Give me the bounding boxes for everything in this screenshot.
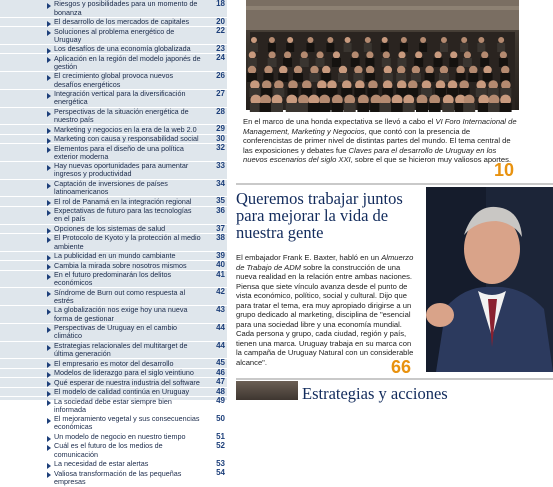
toc-item-title: Un modelo de negocio en nuestro tiempo — [54, 431, 186, 441]
toc-item-title: Expectativas de futuro para las tecnologías en el país — [54, 206, 192, 224]
toc-item-page: 46 — [216, 367, 225, 377]
toc-item[interactable] — [0, 324, 227, 342]
toc-item-title: Riesgos y posibilidades para un momento de bonanza — [54, 0, 198, 17]
baxter-text-1: El embajador Frank E. Baxter, habló en un — [236, 253, 382, 262]
toc-item-page: 42 — [216, 287, 225, 297]
toc-item-title: Perspectivas de la situación energética de nuestro país — [54, 106, 189, 125]
audience-head — [333, 51, 340, 58]
toc-item-title: Cambia la mirada sobre nosotros mismos — [54, 260, 187, 270]
audience-body — [381, 43, 389, 52]
audience-head — [434, 51, 441, 58]
toc-item[interactable] — [0, 234, 227, 252]
toc-item-title: Síndrome de Burn out como respuesta al estrés — [54, 287, 186, 305]
audience-head — [383, 51, 390, 58]
toc-item-title: Captación de inversiones de países latinoamericanos — [54, 178, 168, 197]
toc-item[interactable] — [0, 288, 227, 306]
toc-item-title: El crecimiento global provoca nuevos desafíos energéticos — [54, 71, 174, 89]
audience-body — [248, 58, 257, 67]
toc-item[interactable] — [0, 369, 227, 379]
audience-body — [477, 43, 485, 52]
audience-body — [419, 43, 427, 52]
toc-item-title: El desarrollo de los mercados de capitales — [54, 17, 190, 26]
audience-body — [316, 58, 325, 67]
audience-body — [268, 58, 277, 67]
audience-head — [450, 51, 457, 58]
audience-body — [483, 73, 493, 82]
forum-text-3: , sobre el que se hicieron muy valiosos aportes. — [350, 155, 512, 164]
audience-body — [357, 103, 369, 112]
audience-body — [319, 103, 331, 112]
audience-body — [440, 43, 448, 52]
audience-body — [332, 58, 341, 67]
audience-body — [344, 43, 352, 52]
audience-body — [283, 58, 292, 67]
toc-item-page: 33 — [216, 160, 225, 170]
audience-body — [442, 103, 454, 112]
toc-item-title: Valiosa transformación de las pequeñas empresas — [54, 468, 182, 486]
audience-head — [440, 66, 448, 74]
toc-item[interactable] — [0, 469, 227, 487]
toc-item-title: En el futuro predominarán los delitos económicos — [54, 270, 172, 288]
audience-head — [301, 51, 308, 58]
toc-item-title: Qué esperar de nuestra industria del software — [54, 377, 200, 387]
toc-item[interactable] — [0, 45, 227, 55]
toc-item[interactable] — [0, 162, 227, 180]
table-of-contents — [0, 0, 227, 486]
baxter-portrait-photo — [426, 187, 553, 372]
toc-item-page: 20 — [216, 16, 225, 26]
toc-item-page: 50 — [216, 413, 225, 423]
audience-head — [425, 66, 433, 74]
audience-body — [463, 58, 472, 67]
toc-item-title: La globalización nos exige hoy una nueva forma de gestionar — [54, 305, 188, 323]
audience-head — [354, 66, 362, 74]
toc-item-page: 48 — [216, 386, 225, 396]
audience-body — [308, 103, 320, 112]
audience-head — [327, 37, 333, 43]
toc-item[interactable] — [0, 415, 227, 433]
audience-body — [480, 58, 489, 67]
audience-body — [468, 73, 478, 82]
toc-item-page: 22 — [216, 26, 225, 36]
audience-head — [415, 51, 422, 58]
toc-item-page: 51 — [216, 431, 225, 441]
toc-item-title: Soluciones al problema energético de Uruguay — [54, 26, 175, 44]
next-article-heading[interactable]: Estrategias y acciones — [302, 384, 448, 403]
portrait-illustration — [426, 187, 553, 372]
toc-item-page: 44 — [216, 322, 225, 332]
audience-head — [287, 37, 293, 43]
audience-body — [488, 103, 500, 112]
toc-item[interactable] — [0, 27, 227, 45]
toc-item-page: 23 — [216, 43, 225, 53]
toc-item-title: Cuál es el futuro de los medios de comunicación — [54, 441, 163, 459]
toc-item[interactable] — [0, 108, 227, 126]
audience-head — [501, 66, 509, 74]
audience-body — [286, 103, 298, 112]
audience-head — [366, 51, 373, 58]
audience-head — [469, 66, 477, 74]
toc-item-title: Marketing y negocios en la era de la web 2.0 — [54, 124, 197, 134]
toc-item[interactable] — [0, 90, 227, 108]
audience-head — [398, 51, 405, 58]
audience-head — [249, 51, 256, 58]
audience-head — [382, 37, 388, 43]
toc-item[interactable] — [0, 135, 227, 145]
toc-item[interactable] — [0, 271, 227, 289]
audience-head — [478, 37, 484, 43]
baxter-article-text — [236, 253, 418, 367]
audience-body — [271, 103, 283, 112]
audience-head — [269, 37, 275, 43]
audience-body — [365, 58, 374, 67]
toc-item[interactable] — [0, 207, 227, 225]
toc-item-page: 36 — [216, 205, 225, 215]
toc-item-title: Aplicación en la región del modelo japonés de gestión — [54, 53, 201, 71]
audience-body — [499, 58, 508, 67]
audience-body — [364, 43, 372, 52]
toc-item-title: Elementos para el diseño de una política exterior moderna — [54, 143, 184, 161]
audience-head — [307, 37, 313, 43]
audience-body — [298, 103, 310, 112]
toc-item-title: Marketing con causa y responsabilidad social — [54, 134, 199, 144]
toc-item-title: El mejoramiento vegetal y sus consecuencias económicas — [54, 414, 200, 432]
toc-item[interactable] — [0, 18, 227, 28]
toc-item[interactable] — [0, 442, 227, 460]
audience-body — [429, 103, 441, 112]
toc-item-title: El Protocolo de Kyoto y la protección al medio ambiente — [54, 233, 201, 251]
audience-body — [463, 103, 475, 112]
right-column — [236, 0, 553, 403]
toc-item-page: 45 — [216, 358, 225, 368]
toc-item-page: 43 — [216, 305, 225, 315]
toc-item-page: 28 — [216, 106, 225, 116]
toc-item-title: El rol de Panamá en la integración regional — [54, 196, 192, 206]
toc-item-title: Perspectivas de Uruguay en el cambio climático — [54, 323, 178, 341]
toc-item[interactable] — [0, 388, 227, 398]
baxter-article-heading[interactable]: Queremos trabajar juntos para mejorar la vida de nuestra gente — [236, 189, 403, 242]
toc-item-title: El empresario es motor del desarrollo — [54, 358, 174, 368]
toc-item-page: 49 — [216, 396, 225, 406]
audience-head — [498, 37, 504, 43]
audience-head — [310, 66, 318, 74]
audience-body — [460, 43, 468, 52]
toc-item[interactable] — [0, 397, 227, 415]
toc-item[interactable] — [0, 306, 227, 324]
audience-body — [300, 58, 309, 67]
audience-body — [398, 58, 407, 67]
audience-body — [326, 43, 334, 52]
toc-item-page: 38 — [216, 233, 225, 243]
audience-head — [294, 66, 302, 74]
audience-head — [441, 37, 447, 43]
audience-head — [366, 66, 374, 74]
toc-item-title: Integración vertical para la diversificación energética — [54, 89, 186, 107]
audience-head — [339, 66, 347, 74]
audience-body — [500, 103, 512, 112]
toc-item-page: 52 — [216, 441, 225, 451]
toc-item-page: 18 — [216, 0, 225, 8]
forum-event-name: VI Foro Internacional de Management, Marketing y Negocios — [243, 117, 517, 136]
toc-item-title: Los desafíos de una economía globalizada — [54, 44, 191, 54]
audience-body — [260, 103, 272, 112]
audience-head — [248, 66, 256, 74]
audience-body — [434, 58, 443, 67]
toc-item[interactable] — [0, 342, 227, 360]
audience-head — [384, 66, 392, 74]
audience-body — [414, 58, 423, 67]
toc-item-title: La necesidad de estar alertas — [54, 459, 149, 469]
audience-body — [391, 103, 403, 112]
audience-head — [279, 66, 287, 74]
audience-body — [382, 58, 391, 67]
baxter-page-number[interactable]: 66 — [391, 357, 412, 377]
forum-theme: Claves para el desarrollo de Uruguay en los nuevos escenarios del siglo XXI — [243, 145, 497, 164]
audience-head — [483, 66, 491, 74]
toc-item[interactable] — [0, 54, 227, 72]
toc-item-page: 47 — [216, 377, 225, 387]
toc-item-title: Modelos de liderazgo para el siglo veintiuno — [54, 368, 194, 378]
audience-body — [400, 43, 408, 52]
audience-body — [286, 43, 294, 52]
toc-item-page: 34 — [216, 178, 225, 188]
toc-item-page: 37 — [216, 223, 225, 233]
audience-body — [478, 103, 490, 112]
audience-body — [250, 43, 258, 52]
audience-body — [497, 43, 505, 52]
forum-text-2: , que contó con la presencia de conferencistas de primer nivel de distintas partes del mundo. El tema central de las exposiciones y debates fue — [243, 126, 511, 155]
audience-head — [456, 66, 464, 74]
toc-item-title: Opciones de los sistemas de salud — [54, 223, 166, 233]
audience-head — [397, 66, 405, 74]
toc-item-page: 40 — [216, 260, 225, 270]
audience-body — [268, 43, 276, 52]
section-divider — [236, 183, 553, 185]
audience-head — [251, 37, 257, 43]
audience-illustration — [246, 0, 519, 110]
audience-head — [264, 66, 272, 74]
baxter-event-name: Almuerzo de Trabajo de ADM — [236, 253, 414, 272]
audience-head — [316, 51, 323, 58]
toc-item-page: 53 — [216, 458, 225, 468]
audience-body — [403, 103, 415, 112]
audience-head — [352, 51, 359, 58]
forum-audience-photo — [246, 0, 519, 110]
toc-item-page: 29 — [216, 124, 225, 134]
toc-item-page: 26 — [216, 71, 225, 81]
toc-item[interactable] — [0, 0, 227, 18]
toc-item-page: 24 — [216, 53, 225, 63]
forum-page-number[interactable]: 10 — [494, 160, 515, 180]
toc-item[interactable] — [0, 252, 227, 262]
audience-body — [306, 43, 314, 52]
toc-item[interactable] — [0, 180, 227, 198]
toc-item-page: 44 — [216, 340, 225, 350]
audience-body — [379, 103, 391, 112]
next-article-photo — [236, 381, 298, 400]
toc-item-page: 54 — [216, 468, 225, 478]
audience-body — [344, 103, 356, 112]
audience-head — [365, 37, 371, 43]
toc-item-title: La sociedad debe estar siempre bien informada — [54, 396, 172, 414]
toc-item-page: 32 — [216, 143, 225, 153]
toc-item-page: 41 — [216, 269, 225, 279]
audience-body — [309, 73, 319, 82]
toc-item[interactable] — [0, 72, 227, 90]
baxter-text-2: sobre la construcción de una nueva realidad en la relación entre ambas naciones. Piensa que siete vínculo avanza desde el punto de vista económico, político, social y cultural. Dijo que para tratar el tema, era muy apropiado dirigirse a un grupo dedicado al marketing, disciplina de "esencial para una sociedad libre y una economía mundial. Cada persona y grupo, cada ciudad, región y país, tienen una marca. Uruguay trabaja en su marca con la campaña de Uruguay Natural con un considerable alcance". — [236, 262, 414, 367]
audience-head — [322, 66, 330, 74]
toc-item[interactable] — [0, 460, 227, 470]
forum-caption — [243, 117, 520, 165]
audience-head — [420, 37, 426, 43]
toc-item-title: La publicidad en un mundo cambiante — [54, 251, 176, 261]
audience-body — [416, 103, 428, 112]
toc-item-page: 35 — [216, 196, 225, 206]
audience-body — [351, 58, 360, 67]
toc-item[interactable] — [0, 144, 227, 162]
audience-head — [500, 51, 507, 58]
toc-item-page: 27 — [216, 88, 225, 98]
forum-text-1: En el marco de una honda expectativa se llevó a cabo el — [243, 117, 436, 126]
toc-item-page: 39 — [216, 250, 225, 260]
audience-head — [284, 51, 291, 58]
toc-item-page: 30 — [216, 133, 225, 143]
audience-head — [345, 37, 351, 43]
audience-head — [401, 37, 407, 43]
audience-head — [461, 37, 467, 43]
audience-head — [481, 51, 488, 58]
audience-body — [449, 58, 458, 67]
audience-head — [464, 51, 471, 58]
section-divider-2 — [236, 378, 553, 380]
toc-item-title: Hay nuevas oportunidades para aumentar ingresos y productividad — [54, 161, 189, 179]
audience-head — [268, 51, 275, 58]
toc-item-title: El modelo de calidad continúa en Uruguay — [54, 387, 190, 397]
audience-head — [412, 66, 420, 74]
toc-item-title: Estrategias relacionales del multitarget de última generación — [54, 340, 188, 359]
audience-body — [331, 103, 343, 112]
